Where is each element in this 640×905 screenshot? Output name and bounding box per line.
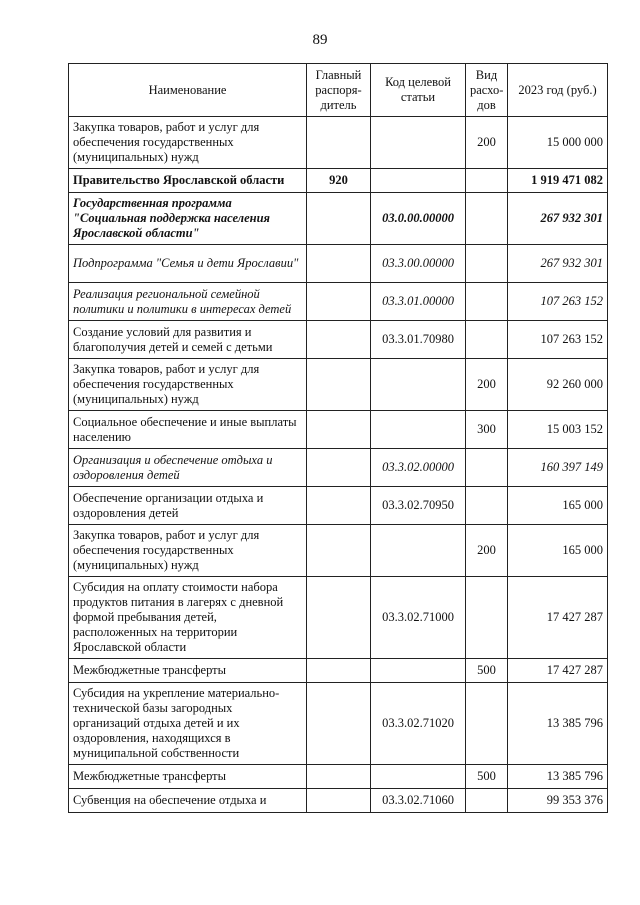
row-target-code: 03.3.02.71060 bbox=[371, 789, 466, 813]
row-main-manager bbox=[307, 765, 371, 789]
row-name: Межбюджетные трансферты bbox=[69, 659, 307, 683]
row-expense-type: 500 bbox=[466, 659, 508, 683]
row-name: Организация и обеспечение отдыха и оздоровления детей bbox=[69, 449, 307, 487]
row-main-manager bbox=[307, 683, 371, 765]
row-name: Создание условий для развития и благополучия детей и семей с детьми bbox=[69, 321, 307, 359]
row-name: Закупка товаров, работ и услуг для обеспечения государственных (муниципальных) нужд bbox=[69, 525, 307, 577]
row-amount: 17 427 287 bbox=[508, 659, 608, 683]
table-row bbox=[69, 765, 608, 789]
row-main-manager bbox=[307, 245, 371, 283]
row-target-code: 03.3.02.00000 bbox=[371, 449, 466, 487]
row-main-manager bbox=[307, 659, 371, 683]
row-amount: 160 397 149 bbox=[508, 449, 608, 487]
row-name: Реализация региональной семейной политики и политики в интересах детей bbox=[69, 283, 307, 321]
row-target-code bbox=[371, 359, 466, 411]
row-name: Правительство Ярославской области bbox=[69, 169, 307, 193]
row-name: Межбюджетные трансферты bbox=[69, 765, 307, 789]
table-row bbox=[69, 283, 608, 321]
row-expense-type bbox=[466, 577, 508, 659]
page-number: 89 bbox=[312, 32, 328, 48]
row-expense-type bbox=[466, 169, 508, 193]
table-row bbox=[69, 449, 608, 487]
row-target-code bbox=[371, 525, 466, 577]
row-target-code: 03.0.00.00000 bbox=[371, 193, 466, 245]
row-expense-type: 500 bbox=[466, 765, 508, 789]
row-expense-type: 200 bbox=[466, 525, 508, 577]
table-row bbox=[69, 359, 608, 411]
row-amount: 165 000 bbox=[508, 487, 608, 525]
table-row bbox=[69, 169, 608, 193]
row-amount: 107 263 152 bbox=[508, 283, 608, 321]
row-main-manager bbox=[307, 321, 371, 359]
row-expense-type bbox=[466, 193, 508, 245]
row-main-manager bbox=[307, 449, 371, 487]
header-amount-2023: 2023 год (руб.) bbox=[508, 64, 608, 117]
row-name: Закупка товаров, работ и услуг для обеспечения государственных (муниципальных) нужд bbox=[69, 117, 307, 169]
row-expense-type bbox=[466, 245, 508, 283]
table-row bbox=[69, 411, 608, 449]
header-main-manager: Главный распоря-дитель bbox=[307, 64, 371, 117]
header-name: Наименование bbox=[69, 64, 307, 117]
header-expense-type: Вид расхо-дов bbox=[466, 64, 508, 117]
row-main-manager bbox=[307, 283, 371, 321]
table-row bbox=[69, 487, 608, 525]
table-row bbox=[69, 789, 608, 813]
row-target-code bbox=[371, 117, 466, 169]
row-target-code bbox=[371, 659, 466, 683]
table-row bbox=[69, 683, 608, 765]
table-row bbox=[69, 525, 608, 577]
row-amount: 15 000 000 bbox=[508, 117, 608, 169]
row-expense-type bbox=[466, 683, 508, 765]
row-amount: 13 385 796 bbox=[508, 683, 608, 765]
row-target-code bbox=[371, 765, 466, 789]
table-row bbox=[69, 321, 608, 359]
row-target-code: 03.3.02.71000 bbox=[371, 577, 466, 659]
table-header-row bbox=[69, 64, 608, 117]
row-expense-type bbox=[466, 283, 508, 321]
budget-table bbox=[68, 63, 608, 813]
row-expense-type bbox=[466, 449, 508, 487]
row-name: Закупка товаров, работ и услуг для обеспечения государственных (муниципальных) нужд bbox=[69, 359, 307, 411]
row-name: Обеспечение организации отдыха и оздоровления детей bbox=[69, 487, 307, 525]
row-amount: 92 260 000 bbox=[508, 359, 608, 411]
row-expense-type bbox=[466, 789, 508, 813]
row-main-manager bbox=[307, 193, 371, 245]
row-main-manager: 920 bbox=[307, 169, 371, 193]
row-target-code: 03.3.01.70980 bbox=[371, 321, 466, 359]
row-target-code: 03.3.02.71020 bbox=[371, 683, 466, 765]
row-target-code: 03.3.00.00000 bbox=[371, 245, 466, 283]
row-amount: 165 000 bbox=[508, 525, 608, 577]
row-name: Социальное обеспечение и иные выплаты населению bbox=[69, 411, 307, 449]
row-name: Государственная программа "Социальная поддержка населения Ярославской области" bbox=[69, 193, 307, 245]
row-expense-type bbox=[466, 487, 508, 525]
row-target-code: 03.3.01.00000 bbox=[371, 283, 466, 321]
row-name: Субвенция на обеспечение отдыха и bbox=[69, 789, 307, 813]
row-expense-type: 200 bbox=[466, 117, 508, 169]
row-target-code bbox=[371, 411, 466, 449]
row-amount: 99 353 376 bbox=[508, 789, 608, 813]
row-name: Подпрограмма "Семья и дети Ярославии" bbox=[69, 245, 307, 283]
row-expense-type: 300 bbox=[466, 411, 508, 449]
header-target-code: Код целевой статьи bbox=[371, 64, 466, 117]
row-name: Субсидия на укрепление материально-технической базы загородных организаций отдыха детей и их оздоровления, находящихся в муниципальной собственности bbox=[69, 683, 307, 765]
row-target-code: 03.3.02.70950 bbox=[371, 487, 466, 525]
row-main-manager bbox=[307, 525, 371, 577]
row-target-code bbox=[371, 169, 466, 193]
row-expense-type: 200 bbox=[466, 359, 508, 411]
row-amount: 13 385 796 bbox=[508, 765, 608, 789]
row-main-manager bbox=[307, 789, 371, 813]
table-row bbox=[69, 245, 608, 283]
row-amount: 1 919 471 082 bbox=[508, 169, 608, 193]
row-name: Субсидия на оплату стоимости набора продуктов питания в лагерях с дневной формой пребывания детей, расположенных на территории Ярославской области bbox=[69, 577, 307, 659]
row-main-manager bbox=[307, 487, 371, 525]
row-main-manager bbox=[307, 117, 371, 169]
row-amount: 17 427 287 bbox=[508, 577, 608, 659]
row-main-manager bbox=[307, 411, 371, 449]
row-amount: 15 003 152 bbox=[508, 411, 608, 449]
row-amount: 107 263 152 bbox=[508, 321, 608, 359]
table-row bbox=[69, 193, 608, 245]
table-row bbox=[69, 117, 608, 169]
table-row bbox=[69, 577, 608, 659]
row-expense-type bbox=[466, 321, 508, 359]
row-main-manager bbox=[307, 359, 371, 411]
row-amount: 267 932 301 bbox=[508, 193, 608, 245]
row-main-manager bbox=[307, 577, 371, 659]
table-row bbox=[69, 659, 608, 683]
row-amount: 267 932 301 bbox=[508, 245, 608, 283]
